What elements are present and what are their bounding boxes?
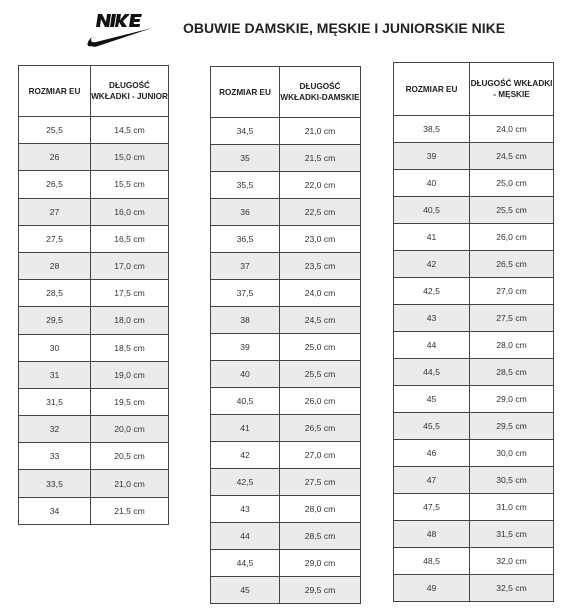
length-cell: 26,5 cm <box>280 415 361 442</box>
table-row <box>211 307 361 334</box>
length-cell: 17,5 cm <box>91 280 169 307</box>
size-cell: 42 <box>394 251 470 278</box>
size-cell: 33 <box>19 443 91 470</box>
table-row <box>211 226 361 253</box>
size-cell: 34,5 <box>211 118 280 145</box>
table-row <box>394 413 554 440</box>
length-cell: 28,0 cm <box>470 332 554 359</box>
length-cell: 17,0 cm <box>91 252 169 279</box>
length-cell: 28,5 cm <box>470 359 554 386</box>
table-row <box>211 280 361 307</box>
length-cell: 25,5 cm <box>470 197 554 224</box>
column-header-length: DŁUGOŚĆ WKŁADKI-DAMSKIE <box>280 67 361 118</box>
size-cell: 44,5 <box>211 550 280 577</box>
table-row <box>211 442 361 469</box>
length-cell: 22,0 cm <box>280 172 361 199</box>
table-row <box>394 116 554 143</box>
length-cell: 32,0 cm <box>470 548 554 575</box>
size-table-women <box>210 66 361 604</box>
nike-logo <box>84 10 156 52</box>
length-cell: 23,5 cm <box>280 253 361 280</box>
length-cell: 31,5 cm <box>470 521 554 548</box>
size-cell: 33,5 <box>19 470 91 497</box>
size-cell: 42,5 <box>394 278 470 305</box>
size-cell: 45 <box>211 577 280 604</box>
length-cell: 26,0 cm <box>280 388 361 415</box>
length-cell: 26,0 cm <box>470 224 554 251</box>
table-row <box>394 440 554 467</box>
length-cell: 27,0 cm <box>470 278 554 305</box>
table-row <box>19 388 169 415</box>
table-row <box>19 307 169 334</box>
table-row <box>19 280 169 307</box>
table-row <box>19 470 169 497</box>
table-row <box>211 118 361 145</box>
length-cell: 24,0 cm <box>280 280 361 307</box>
length-cell: 16,5 cm <box>91 225 169 252</box>
table-row <box>211 496 361 523</box>
size-cell: 48 <box>394 521 470 548</box>
length-cell: 24,5 cm <box>470 143 554 170</box>
table-row <box>394 467 554 494</box>
length-cell: 29,0 cm <box>280 550 361 577</box>
size-cell: 39 <box>211 334 280 361</box>
table-row <box>394 494 554 521</box>
table-row <box>211 172 361 199</box>
table-row <box>211 550 361 577</box>
length-cell: 30,5 cm <box>470 467 554 494</box>
size-cell: 46 <box>394 440 470 467</box>
size-cell: 41 <box>211 415 280 442</box>
size-cell: 45 <box>394 386 470 413</box>
length-cell: 19,0 cm <box>91 361 169 388</box>
table-row <box>211 388 361 415</box>
size-cell: 26,5 <box>19 171 91 198</box>
table-row <box>394 170 554 197</box>
page-title: OBUWIE DAMSKIE, MĘSKIE I JUNIORSKIE NIKE <box>183 20 506 36</box>
length-cell: 14,5 cm <box>91 117 169 144</box>
size-table-men <box>393 62 554 602</box>
size-cell: 43 <box>211 496 280 523</box>
table-row <box>394 251 554 278</box>
size-cell: 37 <box>211 253 280 280</box>
size-cell: 35,5 <box>211 172 280 199</box>
length-cell: 30,0 cm <box>470 440 554 467</box>
size-cell: 26 <box>19 144 91 171</box>
size-cell: 47 <box>394 467 470 494</box>
size-cell: 41 <box>394 224 470 251</box>
table-row <box>394 548 554 575</box>
table-row <box>19 334 169 361</box>
length-cell: 22,5 cm <box>280 199 361 226</box>
size-cell: 44 <box>211 523 280 550</box>
table-row <box>211 145 361 172</box>
table-row <box>394 386 554 413</box>
length-cell: 23,0 cm <box>280 226 361 253</box>
size-cell: 32 <box>19 416 91 443</box>
size-cell: 48,5 <box>394 548 470 575</box>
table-row <box>211 469 361 496</box>
table-row <box>211 523 361 550</box>
size-cell: 42 <box>211 442 280 469</box>
length-cell: 24,5 cm <box>280 307 361 334</box>
table-row <box>19 361 169 388</box>
size-cell: 39 <box>394 143 470 170</box>
table-row <box>19 225 169 252</box>
size-cell: 44,5 <box>394 359 470 386</box>
size-cell: 27,5 <box>19 225 91 252</box>
size-cell: 38 <box>211 307 280 334</box>
table-row <box>394 359 554 386</box>
table-row <box>394 224 554 251</box>
table-row <box>394 197 554 224</box>
length-cell: 18,5 cm <box>91 334 169 361</box>
table-row <box>211 334 361 361</box>
size-cell: 31 <box>19 361 91 388</box>
size-cell: 30 <box>19 334 91 361</box>
table-row <box>211 253 361 280</box>
table-row <box>19 198 169 225</box>
length-cell: 20,0 cm <box>91 416 169 443</box>
length-cell: 28,0 cm <box>280 496 361 523</box>
length-cell: 18,0 cm <box>91 307 169 334</box>
size-cell: 40 <box>394 170 470 197</box>
table-row <box>211 199 361 226</box>
length-cell: 20,5 cm <box>91 443 169 470</box>
table-row <box>211 361 361 388</box>
table-row <box>394 332 554 359</box>
length-cell: 21,0 cm <box>280 118 361 145</box>
length-cell: 27,5 cm <box>280 469 361 496</box>
size-cell: 49 <box>394 575 470 602</box>
size-cell: 25,5 <box>19 117 91 144</box>
size-cell: 29,5 <box>19 307 91 334</box>
table-row <box>394 143 554 170</box>
length-cell: 25,0 cm <box>470 170 554 197</box>
length-cell: 21,0 cm <box>91 470 169 497</box>
size-cell: 37,5 <box>211 280 280 307</box>
length-cell: 32,5 cm <box>470 575 554 602</box>
length-cell: 15,0 cm <box>91 144 169 171</box>
length-cell: 25,5 cm <box>280 361 361 388</box>
length-cell: 24,0 cm <box>470 116 554 143</box>
size-cell: 44 <box>394 332 470 359</box>
length-cell: 27,5 cm <box>470 305 554 332</box>
length-cell: 15,5 cm <box>91 171 169 198</box>
length-cell: 26,5 cm <box>470 251 554 278</box>
size-cell: 36,5 <box>211 226 280 253</box>
nike-swoosh-icon <box>84 10 156 52</box>
table-row <box>211 577 361 604</box>
size-cell: 45,5 <box>394 413 470 440</box>
table-header-row <box>394 63 554 116</box>
column-header-size: ROZMIAR EU <box>211 67 280 118</box>
length-cell: 31,0 cm <box>470 494 554 521</box>
size-table-junior <box>18 65 169 525</box>
table-row <box>211 415 361 442</box>
size-cell: 34 <box>19 497 91 524</box>
table-row <box>19 171 169 198</box>
length-cell: 29,5 cm <box>280 577 361 604</box>
column-header-size: ROZMIAR EU <box>19 66 91 117</box>
column-header-length: DŁUGOŚĆ WKŁADKI - JUNIOR <box>91 66 169 117</box>
table-row <box>394 521 554 548</box>
table-row <box>19 416 169 443</box>
length-cell: 28,5 cm <box>280 523 361 550</box>
table-row <box>19 443 169 470</box>
column-header-size: ROZMIAR EU <box>394 63 470 116</box>
length-cell: 21,5 cm <box>280 145 361 172</box>
table-row <box>19 144 169 171</box>
table-header-row <box>211 67 361 118</box>
size-cell: 42,5 <box>211 469 280 496</box>
length-cell: 29,5 cm <box>470 413 554 440</box>
table-row <box>394 305 554 332</box>
size-cell: 27 <box>19 198 91 225</box>
size-cell: 28,5 <box>19 280 91 307</box>
size-cell: 43 <box>394 305 470 332</box>
length-cell: 19,5 cm <box>91 388 169 415</box>
table-header-row <box>19 66 169 117</box>
table-row <box>394 575 554 602</box>
length-cell: 27,0 cm <box>280 442 361 469</box>
table-row <box>19 117 169 144</box>
size-cell: 28 <box>19 252 91 279</box>
table-row <box>394 278 554 305</box>
size-cell: 40,5 <box>394 197 470 224</box>
length-cell: 29,0 cm <box>470 386 554 413</box>
column-header-length: DŁUGOŚĆ WKŁADKI - MĘSKIE <box>470 63 554 116</box>
size-cell: 31,5 <box>19 388 91 415</box>
size-cell: 47,5 <box>394 494 470 521</box>
length-cell: 16,0 cm <box>91 198 169 225</box>
size-cell: 40 <box>211 361 280 388</box>
table-row <box>19 497 169 524</box>
size-cell: 36 <box>211 199 280 226</box>
size-cell: 35 <box>211 145 280 172</box>
table-row <box>19 252 169 279</box>
length-cell: 25,0 cm <box>280 334 361 361</box>
length-cell: 21,5 cm <box>91 497 169 524</box>
size-cell: 38,5 <box>394 116 470 143</box>
size-cell: 40,5 <box>211 388 280 415</box>
